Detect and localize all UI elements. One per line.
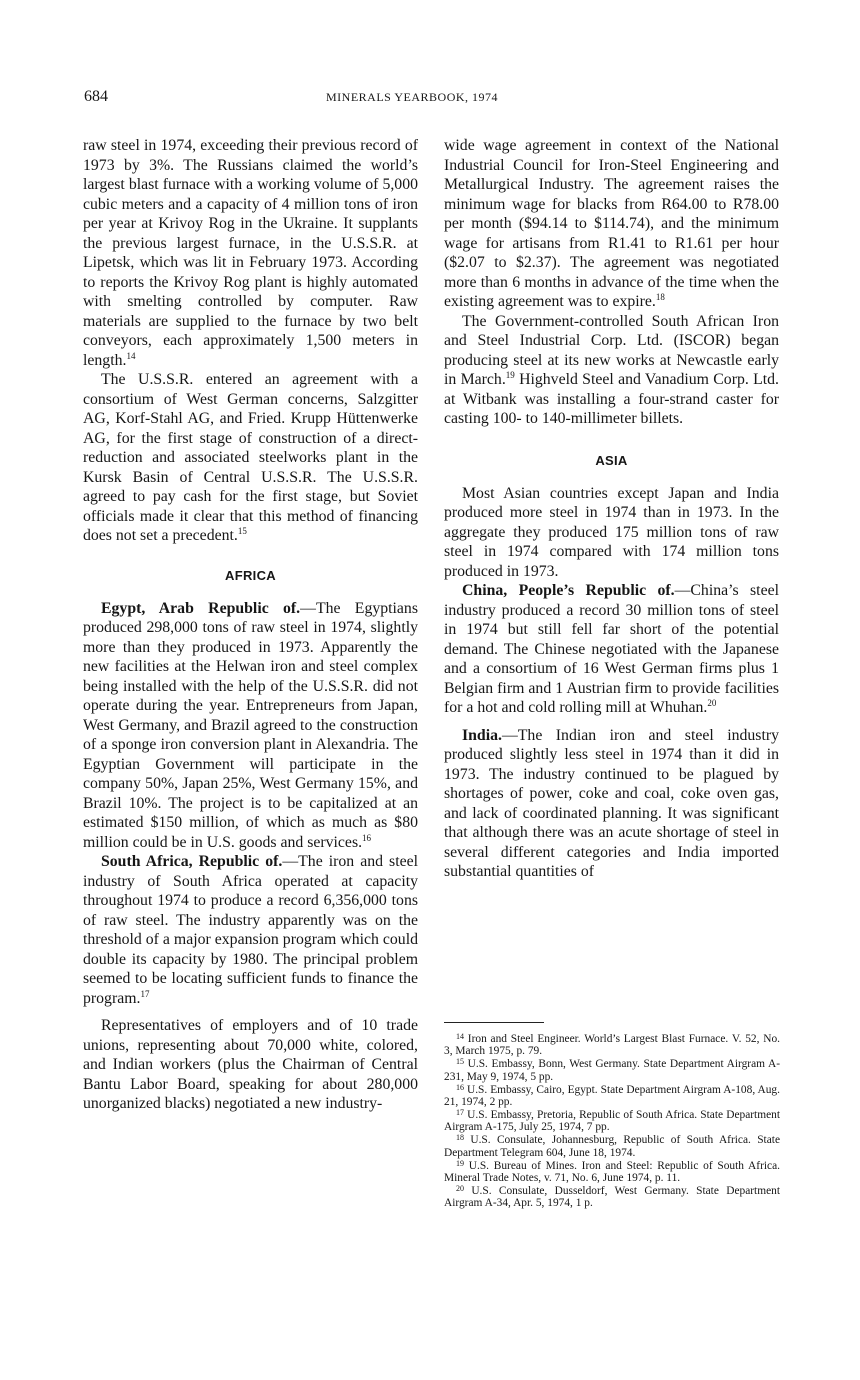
india-heading: India. <box>462 726 502 744</box>
footnote-ref-17: 17 <box>140 988 150 999</box>
egypt-heading: Egypt, Arab Republic of. <box>101 599 301 617</box>
paragraph-ussr-agreement: The U.S.S.R. entered an agreement with a consortium of West German concerns, Salzgitter AG, Korf-Stahl AG, and Fried. Krupp Hüttenwerke AG, for the first stage of construction of a direct-reduction and associated steelworks plant in the Kursk Basin of Central U.S.S.R. The U.S.S.R. agreed to pay cash for the first stage, but Soviet officials made it clear that this method of financing does not set a precedent.$^{15}$ <box>83 371 418 544</box>
section-heading-africa: AFRICA <box>225 567 276 583</box>
paragraph-india: India.—The Indian iron and steel industry produced slightly less steel in 1974 than it did in 1973. The industry continued to be plagued by shortages of power, coke and coal, coke oven gas, and lack of coordinated planning. It was significant that although there was an acute shortage of steel in several different categories and India imported substantial quantities of <box>444 726 779 880</box>
footnote: $^{19}$ U.S. Bureau of Mines. Iron and Steel: Republic of South Africa. Mineral Trade Notes, v. 71, No. 6, June 1974, p. 11. <box>444 1158 780 1184</box>
paragraph-egypt: Egypt, Arab Republic of.—The Egyptians produced 298,000 tons of raw steel in 1974, slightly more than they produced in 1973. Apparently the new facilities at the Helwan iron and steel complex being installed with the help of the U.S.S.R. did not operate during the year. Entrepreneurs from Japan, West Germany, and Brazil agreed to the construction of a sponge iron conversion plant in Alexandria. The Egyptian Government will participate in the company 50%, Japan 25%, West Germany 15%, and Brazil 10%. The project is to be capitalized at an estimated $150 million, of which as much as $80 million could be in U.S. goods and services.$^{16}$ <box>83 599 418 851</box>
south-africa-heading: South Africa, Republic of. <box>101 853 283 870</box>
footnote-ref-15: 15 <box>237 526 247 536</box>
paragraph-south-africa: South Africa, Republic of.—The iron and steel industry of South Africa operated at capacity throughout 1974 to produce a record 6,356,000 tons of raw steel. The industry apparently was on the threshold of a major expansion program which could double its capacity by 1980. The principal problem seemed to be locating sufficient funds to finance the program.$^{17}$ <box>83 853 418 1007</box>
paragraph-representatives: Representatives of employers and of 10 trade unions, representing about 70,000 white, colored, and Indian workers (plus the Chairman of Central Bantu Labor Board, speaking for about 280,000 unorganized blacks) negotiated a new industry- <box>83 1017 418 1112</box>
footnotes <box>444 1033 780 1210</box>
left-column <box>83 136 418 1114</box>
footnote-ref-20: 20 <box>707 698 717 708</box>
section-heading-asia: ASIA <box>595 452 628 468</box>
page-number: 684 <box>84 88 108 105</box>
paragraph-ussr-blast-furnace: raw steel in 1974, exceeding their previous record of 1973 by 3%. The Russians claimed the world’s largest blast furnace with a working volume of 5,000 cubic meters and a capacity of 4 million tons of iron per year at Krivoy Rog in the Ukraine. It supplants the previous largest furnace, in the U.S.S.R. at Lipetsk, which was lit in February 1973. According to reports the Krivoy Rog plant is highly automated with smelting controlled by computer. Raw materials are supplied to the furnace by two belt conveyors, each approximately 1,500 meters in length.$^{14}$ <box>83 137 418 369</box>
right-column <box>444 136 779 882</box>
footnote: $^{14}$ Iron and Steel Engineer. World’s Largest Blast Furnace. V. 52, No. 3, March 1975, p. 79. <box>444 1032 780 1058</box>
running-head: MINERALS YEARBOOK, 1974 <box>326 90 499 104</box>
footnote-ref-19: 19 <box>505 370 515 380</box>
footnote-ref-18: 18 <box>655 292 665 302</box>
paragraph-iscor: The Government-controlled South African Iron and Steel Industrial Corp. Ltd. (ISCOR) began producing steel at its new works at Newcastle early in March.$^{19}$ Highveld Steel and Vanadium Corp. Ltd. at Witbank was installing a four-strand caster for casting 100- to 140-millimeter billets. <box>444 312 779 427</box>
footnote-ref-16: 16 <box>362 832 372 843</box>
paragraph-wage-agreement: wide wage agreement in context of the National Industrial Council for Iron-Steel Engineering and Metallurgical Industry. The agreement raises the minimum wage for blacks from R64.00 to R78.00 per month ($94.14 to $114.74), and the minimum wage for artisans from R1.41 to R1.61 per hour ($2.07 to $2.37). The agreement was negotiated more than 6 months in advance of the time when the existing agreement was to expire.$^{18}$ <box>444 137 779 310</box>
paragraph-asia: Most Asian countries except Japan and India produced more steel in 1974 than in 1973. In the aggregate they produced 175 million tons of raw steel in 1974 compared with 174 million tons produced in 1973. <box>444 484 779 580</box>
footnote: $^{17}$ U.S. Embassy, Pretoria, Republic of South Africa. State Department Airgram A-175, July 25, 1974, 7 pp. <box>444 1107 780 1134</box>
china-heading: China, People’s Republic of. <box>462 582 675 599</box>
footnote: $^{15}$ U.S. Embassy, Bonn, West Germany. State Department Airgram A-231, May 9, 1974, 5 pp. <box>444 1057 781 1083</box>
paragraph-china: China, People’s Republic of.—China’s steel industry produced a record 30 million tons of steel in 1974 but still fell far short of the potential demand. The Chinese negotiated with the Japanese and a consortium of 16 West German firms plus 1 Belgian firm and 1 Austrian firm to provide facilities for a hot and cold rolling mill at Whuhan.$^{20}$ <box>444 582 779 716</box>
footnote: $^{16}$ U.S. Embassy, Cairo, Egypt. State Department Airgram A-108, Aug. 21, 1974, 2 pp. <box>444 1082 780 1109</box>
footnote-divider <box>444 1022 544 1023</box>
footnote: $^{18}$ U.S. Consulate, Johannesburg, Republic of South Africa. State Department Telegram 604, June 18, 1974. <box>444 1133 781 1159</box>
footnote-ref-14: 14 <box>126 350 136 361</box>
footnote: $^{20}$ U.S. Consulate, Dusseldorf, West Germany. State Department Airgram A-34, Apr. 5, 1974, 1 p. <box>444 1183 780 1210</box>
page-header <box>84 88 784 110</box>
